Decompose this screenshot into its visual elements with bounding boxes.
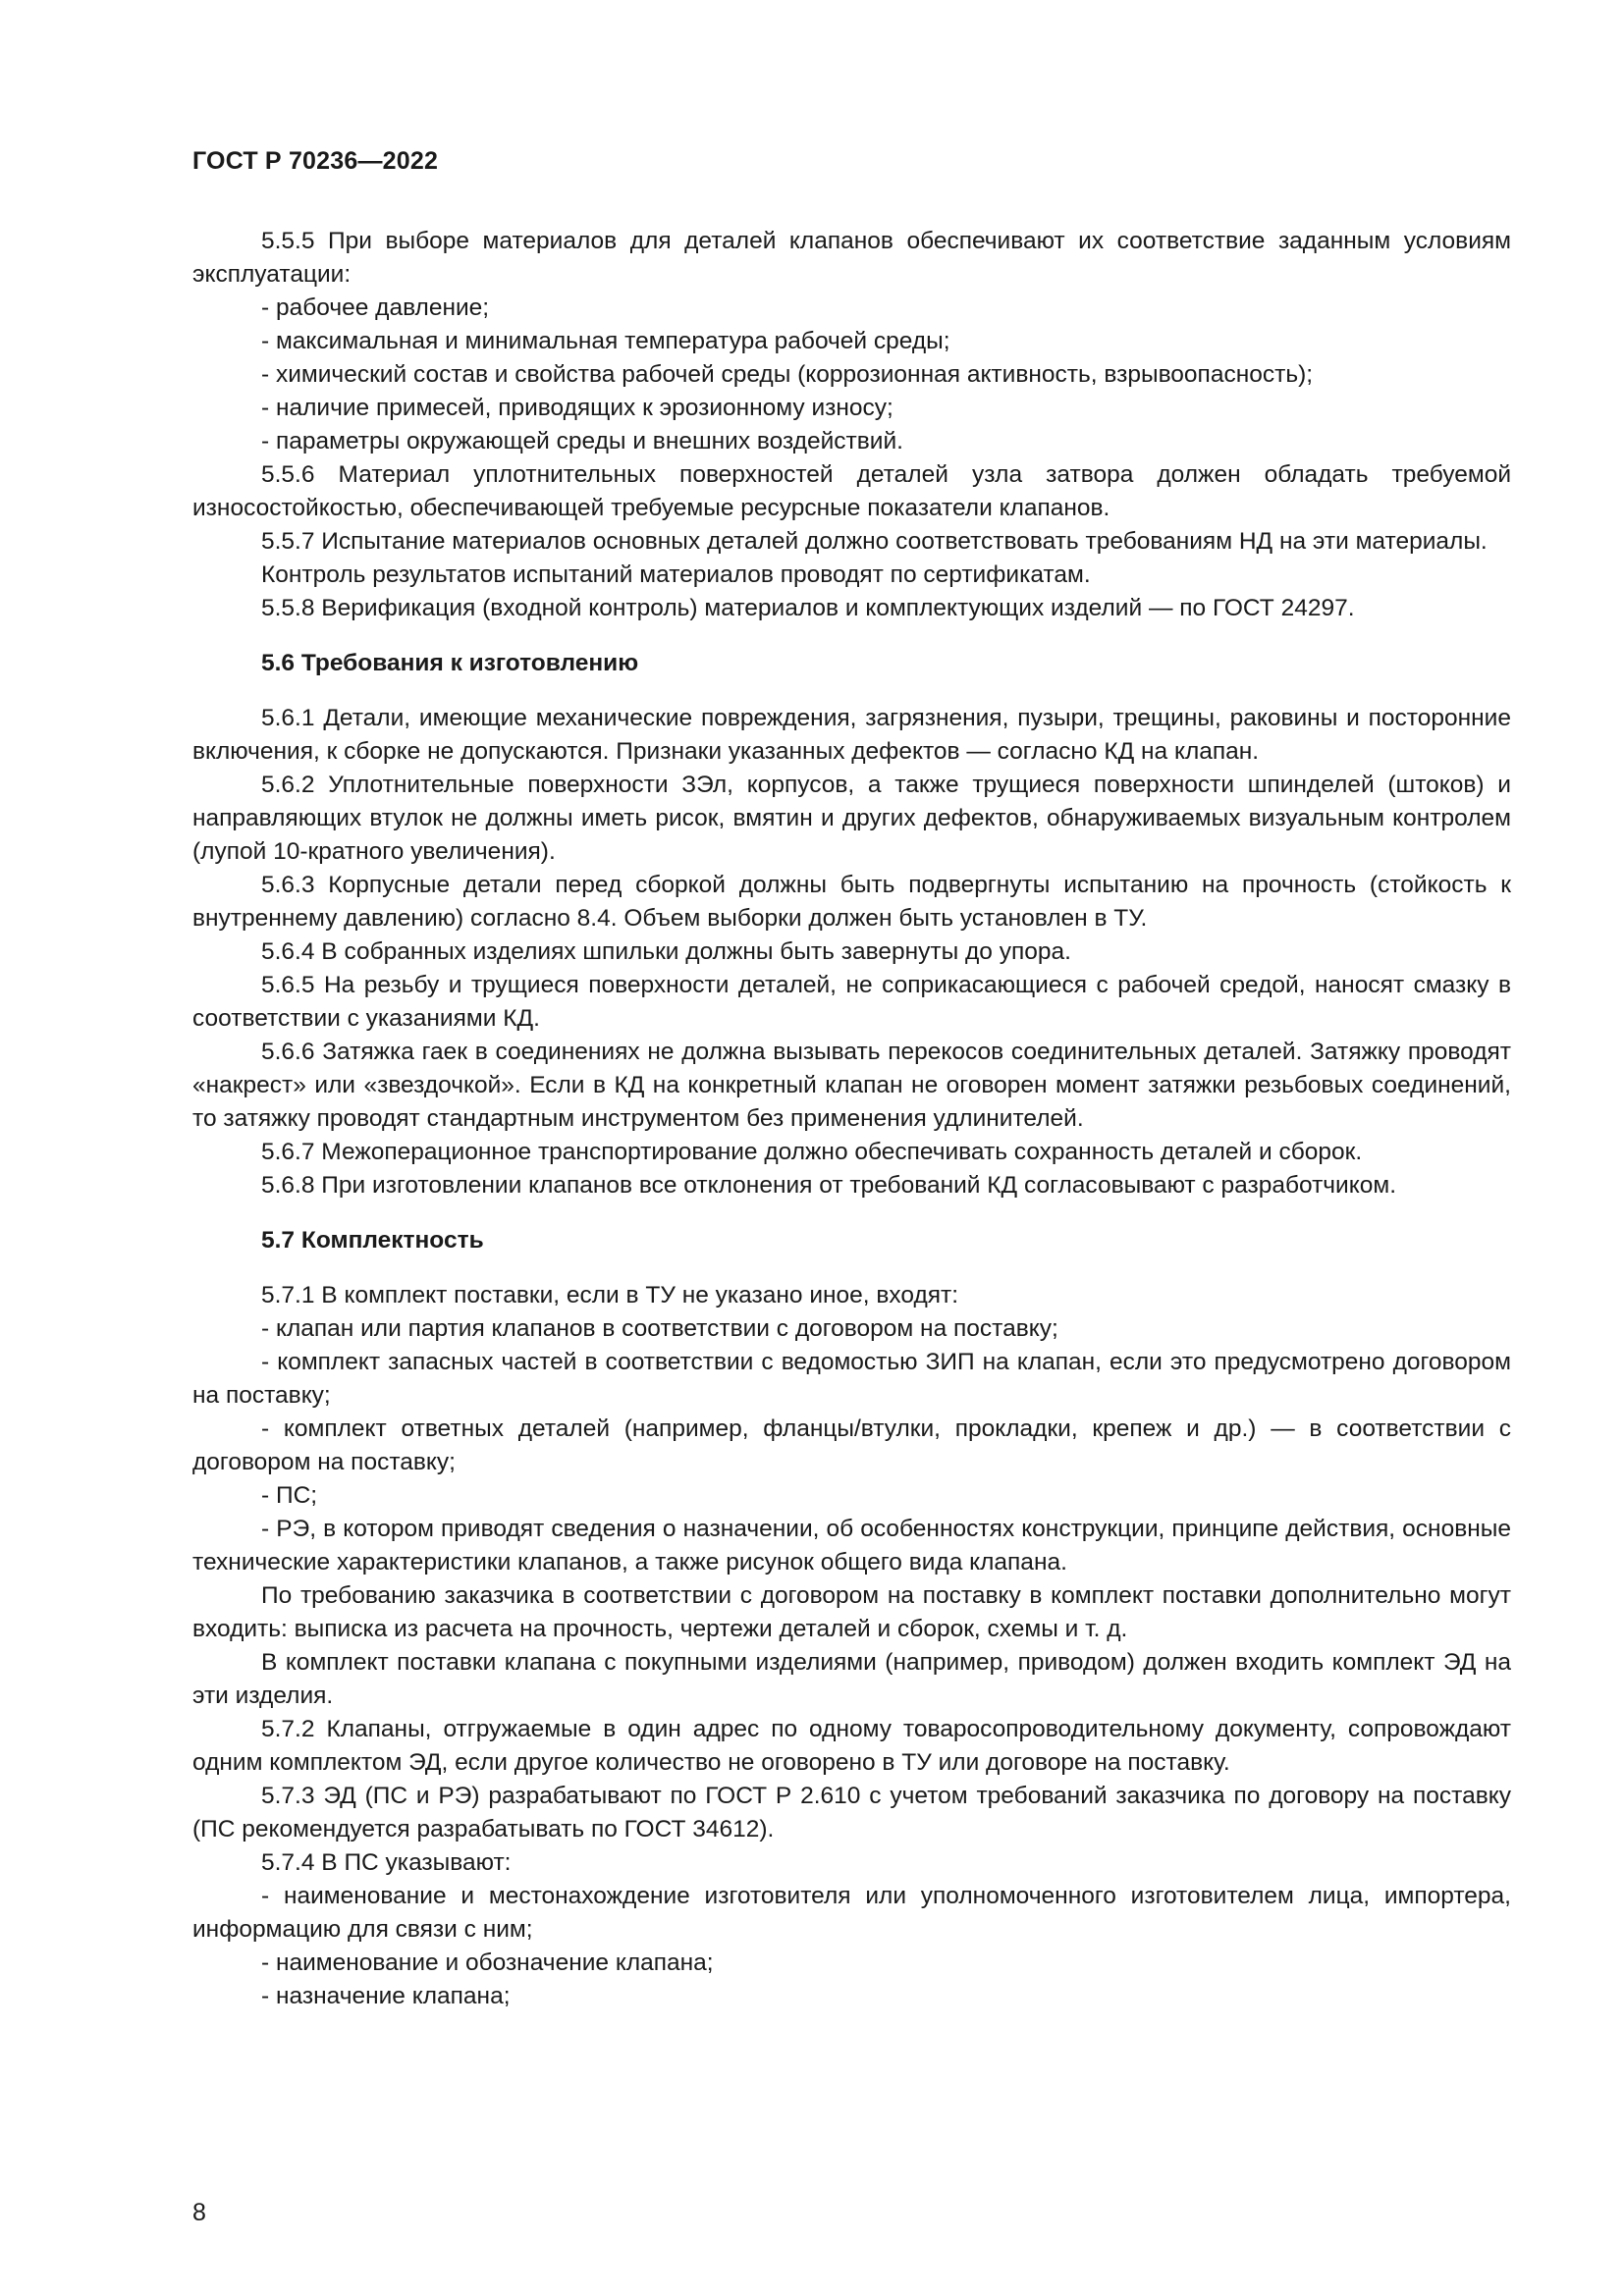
paragraph: 5.5.6 Материал уплотнительных поверхностей деталей узла затвора должен обладать требуемой износостойкостью, обеспечивающей требуемые ресурсные показатели клапанов. bbox=[192, 461, 1511, 521]
list-item: - комплект ответных деталей (например, фланцы/втулки, прокладки, крепеж и др.) — в соответствии с договором на поставку; bbox=[192, 1415, 1511, 1475]
paragraph: 5.6.3 Корпусные детали перед сборкой должны быть подвергнуты испытанию на прочность (стойкость к внутреннему давлению) согласно 8.4. Объем выборки должен быть установлен в ТУ. bbox=[192, 872, 1511, 932]
paragraph: 5.6.5 На резьбу и трущиеся поверхности деталей, не соприкасающиеся с рабочей средой, наносят смазку в соответствии с указаниями КД. bbox=[192, 972, 1511, 1032]
list-item: - рабочее давление; bbox=[261, 294, 490, 321]
list-item: - наименование и обозначение клапана; bbox=[261, 1949, 714, 1976]
list-item: - максимальная и минимальная температура рабочей среды; bbox=[261, 328, 950, 354]
document-body bbox=[192, 225, 1511, 2013]
page-number: 8 bbox=[192, 2199, 206, 2226]
paragraph: 5.5.7 Испытание материалов основных деталей должно соответствовать требованиям НД на эти материалы. bbox=[261, 528, 1488, 555]
list-item: - клапан или партия клапанов в соответствии с договором на поставку; bbox=[261, 1315, 1058, 1342]
paragraph: Контроль результатов испытаний материалов проводят по сертификатам. bbox=[261, 561, 1091, 588]
paragraph: 5.7.3 ЭД (ПС и РЭ) разрабатывают по ГОСТ Р 2.610 с учетом требований заказчика по договору на поставку (ПС рекомендуется разрабатывать по ГОСТ 34612). bbox=[192, 1783, 1511, 1842]
paragraph: 5.7.4 В ПС указывают: bbox=[261, 1849, 512, 1876]
list-item: - наличие примесей, приводящих к эрозионному износу; bbox=[261, 395, 893, 421]
paragraph: 5.6.7 Межоперационное транспортирование должно обеспечивать сохранность деталей и сборок. bbox=[261, 1139, 1363, 1165]
paragraph: 5.7.1 В комплект поставки, если в ТУ не указано иное, входят: bbox=[261, 1282, 959, 1308]
list-item: - параметры окружающей среды и внешних воздействий. bbox=[261, 428, 903, 454]
paragraph: 5.7.2 Клапаны, отгружаемые в один адрес по одному товаросопроводительному документу, сопровождают одним комплектом ЭД, если другое количество не оговорено в ТУ или договоре на поставку. bbox=[192, 1716, 1511, 1776]
list-item: - наименование и местонахождение изготовителя или уполномоченного изготовителем лица, импортера, информацию для связи с ним; bbox=[192, 1883, 1511, 1943]
paragraph: 5.6.8 При изготовлении клапанов все отклонения от требований КД согласовывают с разработчиком. bbox=[261, 1172, 1397, 1199]
paragraph: 5.6.6 Затяжка гаек в соединениях не должна вызывать перекосов соединительных деталей. Затяжку проводят «накрест» или «звездочкой». Если в КД на конкретный клапан не оговорен момент затяжки резьбовых соединений, то затяжку проводят стандартным инструментом без применения удлинителей. bbox=[192, 1039, 1511, 1132]
paragraph: 5.6.1 Детали, имеющие механические повреждения, загрязнения, пузыри, трещины, раковины и посторонние включения, к сборке не допускаются. Признаки указанных дефектов — согласно КД на клапан. bbox=[192, 705, 1511, 765]
section-heading: 5.7 Комплектность bbox=[261, 1227, 484, 1254]
paragraph: 5.5.5 При выборе материалов для деталей клапанов обеспечивают их соответствие заданным условиям эксплуатации: bbox=[192, 228, 1511, 288]
paragraph: 5.6.4 В собранных изделиях шпильки должны быть завернуты до упора. bbox=[261, 938, 1071, 965]
list-item: - назначение клапана; bbox=[261, 1983, 511, 2009]
list-item: - РЭ, в котором приводят сведения о назначении, об особенностях конструкции, принципе действия, основные технические характеристики клапанов, а также рисунок общего вида клапана. bbox=[192, 1516, 1511, 1575]
section-heading: 5.6 Требования к изготовлению bbox=[261, 650, 639, 676]
paragraph: 5.6.2 Уплотнительные поверхности ЗЭл, корпусов, а также трущиеся поверхности шпинделей (штоков) и направляющих втулок не должны иметь рисок, вмятин и других дефектов, обнаруживаемых визуальным контролем (лупой 10-кратного увеличения). bbox=[192, 772, 1511, 865]
paragraph: В комплект поставки клапана с покупными изделиями (например, приводом) должен входить комплект ЭД на эти изделия. bbox=[192, 1649, 1511, 1709]
list-item: - химический состав и свойства рабочей среды (коррозионная активность, взрывоопасность); bbox=[261, 361, 1314, 388]
paragraph: По требованию заказчика в соответствии с договором на поставку в комплект поставки дополнительно могут входить: выписка из расчета на прочность, чертежи деталей и сборок, схемы и т. д. bbox=[192, 1582, 1511, 1642]
document-header-id: ГОСТ Р 70236—2022 bbox=[192, 147, 439, 175]
paragraph: 5.5.8 Верификация (входной контроль) материалов и комплектующих изделий — по ГОСТ 24297. bbox=[261, 595, 1355, 621]
list-item: - ПС; bbox=[261, 1482, 318, 1509]
list-item: - комплект запасных частей в соответствии с ведомостью ЗИП на клапан, если это предусмотрено договором на поставку; bbox=[192, 1349, 1511, 1409]
